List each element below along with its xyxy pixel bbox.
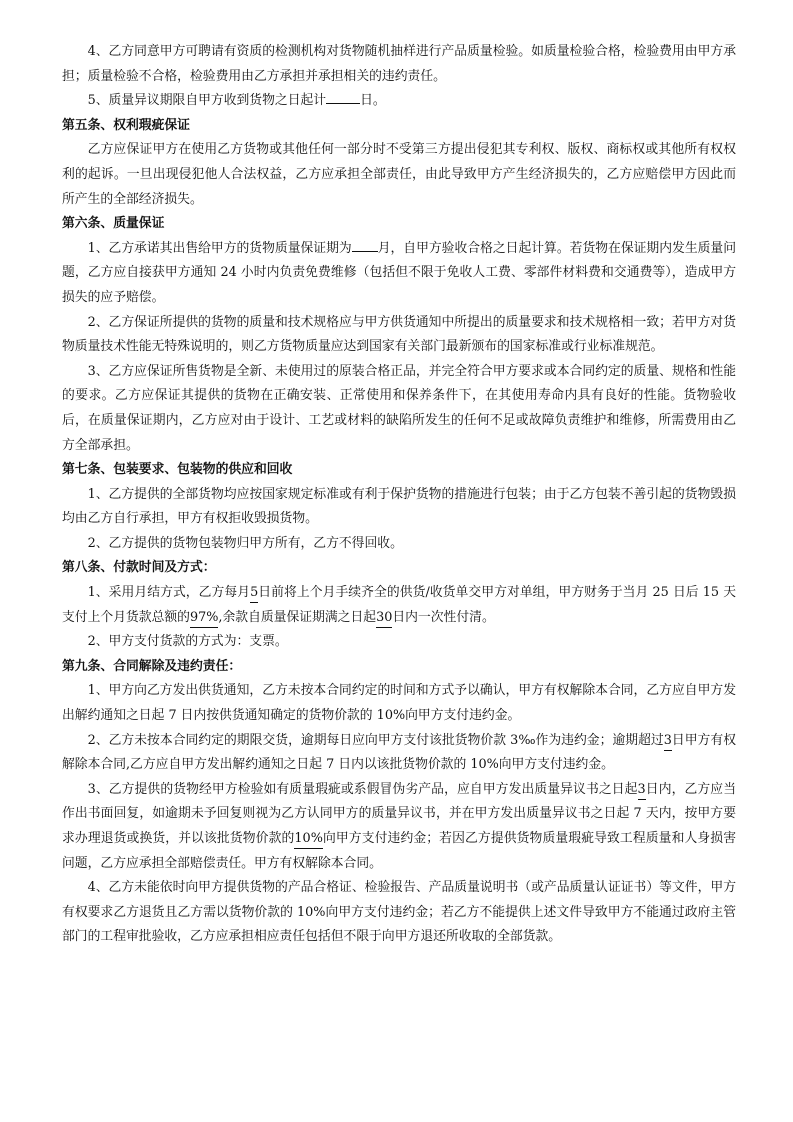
clause-9-item-4: 4、乙方未能依时向甲方提供货物的产品合格证、检验报告、产品质量说明书（或产品质量认证证书）等文件，甲方有权要求乙方退货且乙方需以货物价款的 10%向甲方支付违约金；若乙方不能提供上述文件导致甲方不能通过政府主管部门的工程审批验收，乙方应承担相应责任包括但不限于向甲方退还所收取的全部货款。 xyxy=(62,880,736,945)
overdue-days-value: 3 xyxy=(664,732,672,751)
clause-5-title: 第五条、权利瑕疵保证 xyxy=(62,117,190,133)
clause-6-item-3: 3、乙方应保证所售货物是全新、未使用过的原装合格正品，并完全符合甲方要求或本合同约定的质量、规格和性能的要求。乙方应保证其提供的货物在正确安装、正常使用和保养条件下，在其使用寿命内具有良好的性能。货物验收后，在质量保证期内，乙方应对由于设计、工艺或材料的缺陷所发生的任何不足或故障负责维护和维修，所需费用由乙方全部承担。 xyxy=(62,363,736,453)
clause-5-para: 乙方应保证甲方在使用乙方货物或其他任何一部分时不受第三方提出侵犯其专利权、版权、商标权或其他所有权权利的起诉。一旦出现侵犯他人合法权益，乙方应承担全部责任，由此导致甲方产生经济损失的，乙方应赔偿甲方因此而所产生的全部经济损失。 xyxy=(62,142,736,207)
balance-days-value: 30 xyxy=(376,609,392,628)
clause-9-item-1: 1、甲方向乙方发出供货通知，乙方未按本合同约定的时间和方式予以确认，甲方有权解除本合同，乙方应自甲方发出解约通知之日起 7 日内按供货通知确定的货物价款的 10%向甲方支付违约金。 xyxy=(62,683,736,724)
clause-4-item-5: 5、质量异议期限自甲方收到货物之日起计 日。 xyxy=(87,93,386,109)
clause-6-item-2: 2、乙方保证所提供的货物的质量和技术规格应与甲方供货通知中所提出的质量要求和技术规格相一致；若甲方对货物质量技术性能无特殊说明的，则乙方货物质量应达到国家有关部门最新颁布的国家标准或行业标准规范。 xyxy=(62,314,736,355)
clause-7-item-2: 2、乙方提供的货物包装物归甲方所有，乙方不得回收。 xyxy=(87,535,403,551)
monthly-day-value: 5 xyxy=(250,584,258,603)
payment-percent-value: 97% xyxy=(190,609,218,628)
clause-8-title: 第八条、付款时间及方式： xyxy=(62,560,216,576)
clause-7-item-1: 1、乙方提供的全部货物均应按国家规定标准或有利于保护货物的措施进行包装；由于乙方包装不善引起的货物毁损均由乙方自行承担，甲方有权拒收毁损货物。 xyxy=(62,486,736,527)
clause-9-item-2: 2、乙方未按本合同约定的期限交货，逾期每日应向甲方支付该批货物价款 3‰作为违约金；逾期超过3日甲方有权解除本合同,乙方应自甲方发出解约通知之日起 7 日内以该批货物价款的 10%向甲方支付违约金。 xyxy=(62,732,736,773)
contract-page xyxy=(62,40,736,950)
reply-days-value: 3 xyxy=(638,781,646,800)
clause-8-item-2: 2、甲方支付货款的方式为：支票。 xyxy=(87,634,288,650)
warranty-period-blank xyxy=(352,251,378,252)
clause-7-title: 第七条、包装要求、包装物的供应和回收 xyxy=(62,462,293,478)
penalty-percent-value: 10% xyxy=(294,830,322,849)
clause-9-item-3: 3、乙方提供的货物经甲方检验如有质量瑕疵或系假冒伪劣产品，应自甲方发出质量异议书之日起3日内，乙方应当作出书面回复，如逾期未予回复则视为乙方认同甲方的质量异议书，并在甲方发出质量异议书之日起 7 天内，按甲方要求办理退货或换货，并以该批货物价款的10%向甲方支付违约金；若因乙方提供货物质量瑕疵导致工程质量和人身损害问题，乙方应承担全部赔偿责任。甲方有权解除本合同。 xyxy=(62,781,737,871)
clause-6-item-1: 1、乙方承诺其出售给甲方的货物质量保证期为 月，自甲方验收合格之日起计算。若货物在保证期内发生质量问题，乙方应自接获甲方通知 24 小时内负责免费维修（包括但不限于免收人工费、零部件材料费和交通费等），造成甲方损失的应予赔偿。 xyxy=(62,240,736,305)
clause-4-item-4: 4、乙方同意甲方可聘请有资质的检测机构对货物随机抽样进行产品质量检验。如质量检验合格，检验费用由甲方承担；质量检验不合格，检验费用由乙方承担并承担相关的违约责任。 xyxy=(62,44,736,84)
objection-period-blank xyxy=(326,103,360,104)
clause-8-item-1: 1、采用月结方式，乙方每月5日前将上个月手续齐全的供货/收货单交甲方对单组，甲方财务于当月 25 日后 15 天支付上个月货款总额的97%,余款自质量保证期满之日起30日内一次性付清。 xyxy=(62,581,736,630)
clause-9-title: 第九条、合同解除及违约责任： xyxy=(62,658,242,674)
clause-6-title: 第六条、质量保证 xyxy=(62,216,165,232)
